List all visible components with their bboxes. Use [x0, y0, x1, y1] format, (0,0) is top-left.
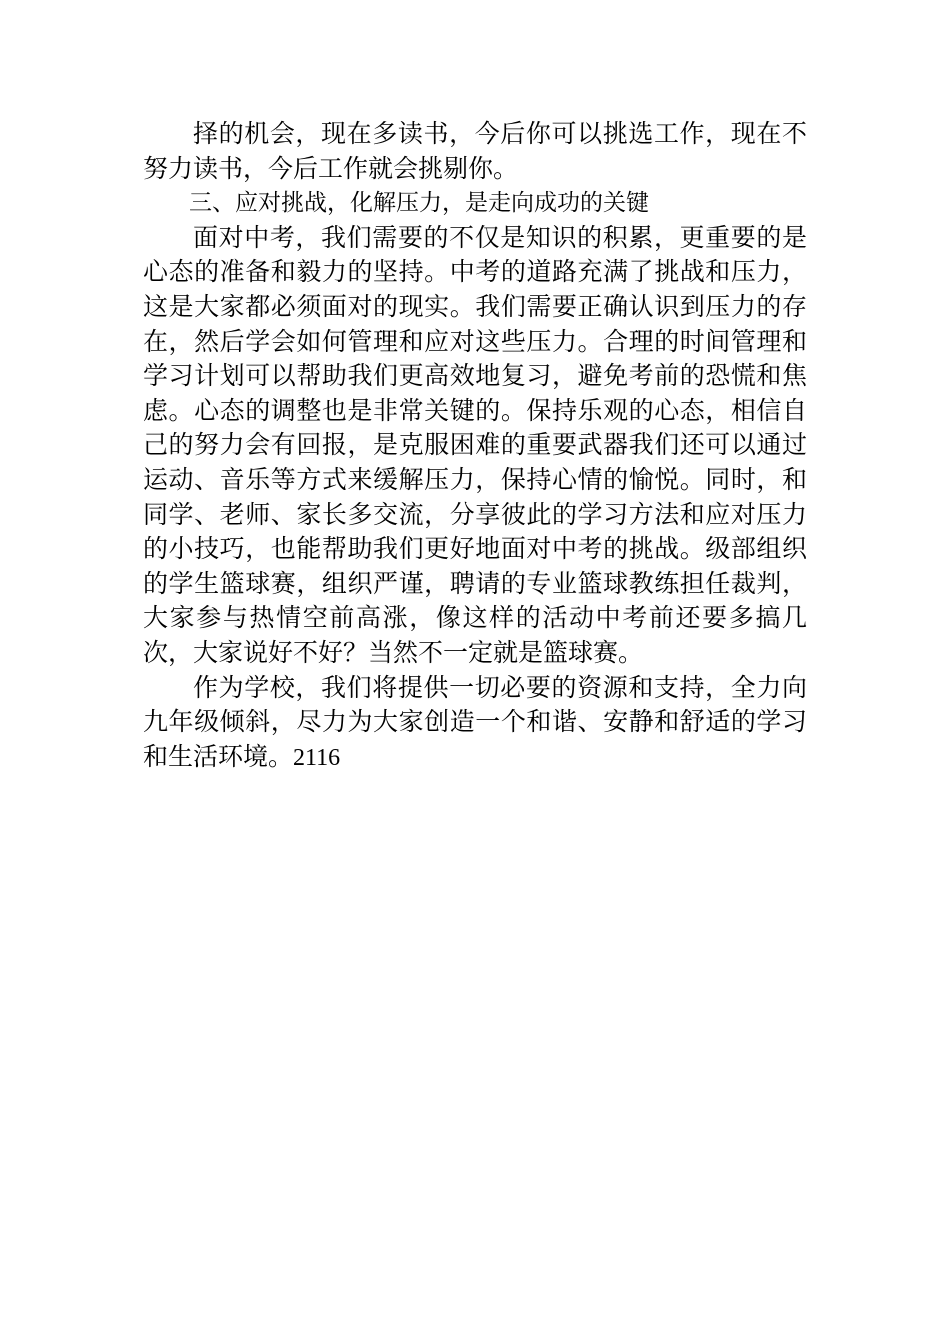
paragraph-body: 面对中考，我们需要的不仅是知识的积累，更重要的是心态的准备和毅力的坚持。中考的道路充满了挑战和压力，这是大家都必须面对的现实。我们需要正确认识到压力的存在，然后学会如何管理和应对这些压力。合理的时间管理和学习计划可以帮助我们更高效地复习，避免考前的恐慌和焦虑。心态的调整也是非常关键的。保持乐观的心态，相信自己的努力会有回报，是克服困难的重要武器我们还可以通过运动、音乐等方式来缓解压力，保持心情的愉悦。同时，和同学、老师、家长多交流，分享彼此的学习方法和应对压力的小技巧，也能帮助我们更好地面对中考的挑战。级部组织的学生篮球赛，组织严谨，聘请的专业篮球教练担任裁判，大家参与热情空前高涨，像这样的活动中考前还要多搞几次，大家说好不好？当然不一定就是篮球赛。	[143, 222, 807, 667]
document-body	[143, 117, 807, 775]
paragraph-continuation: 择的机会，现在多读书，今后你可以挑选工作，现在不努力读书，今后工作就会挑剔你。	[143, 119, 807, 183]
paragraph-closing	[143, 671, 807, 776]
page-number-suffix: 2116	[293, 744, 341, 771]
paragraph-closing-text: 作为学校，我们将提供一切必要的资源和支持，全力向九年级倾斜，尽力为大家创造一个和谐、安静和舒适的学习和生活环境。	[143, 672, 807, 771]
section-heading: 三、应对挑战，化解压力，是走向成功的关键	[189, 190, 649, 217]
